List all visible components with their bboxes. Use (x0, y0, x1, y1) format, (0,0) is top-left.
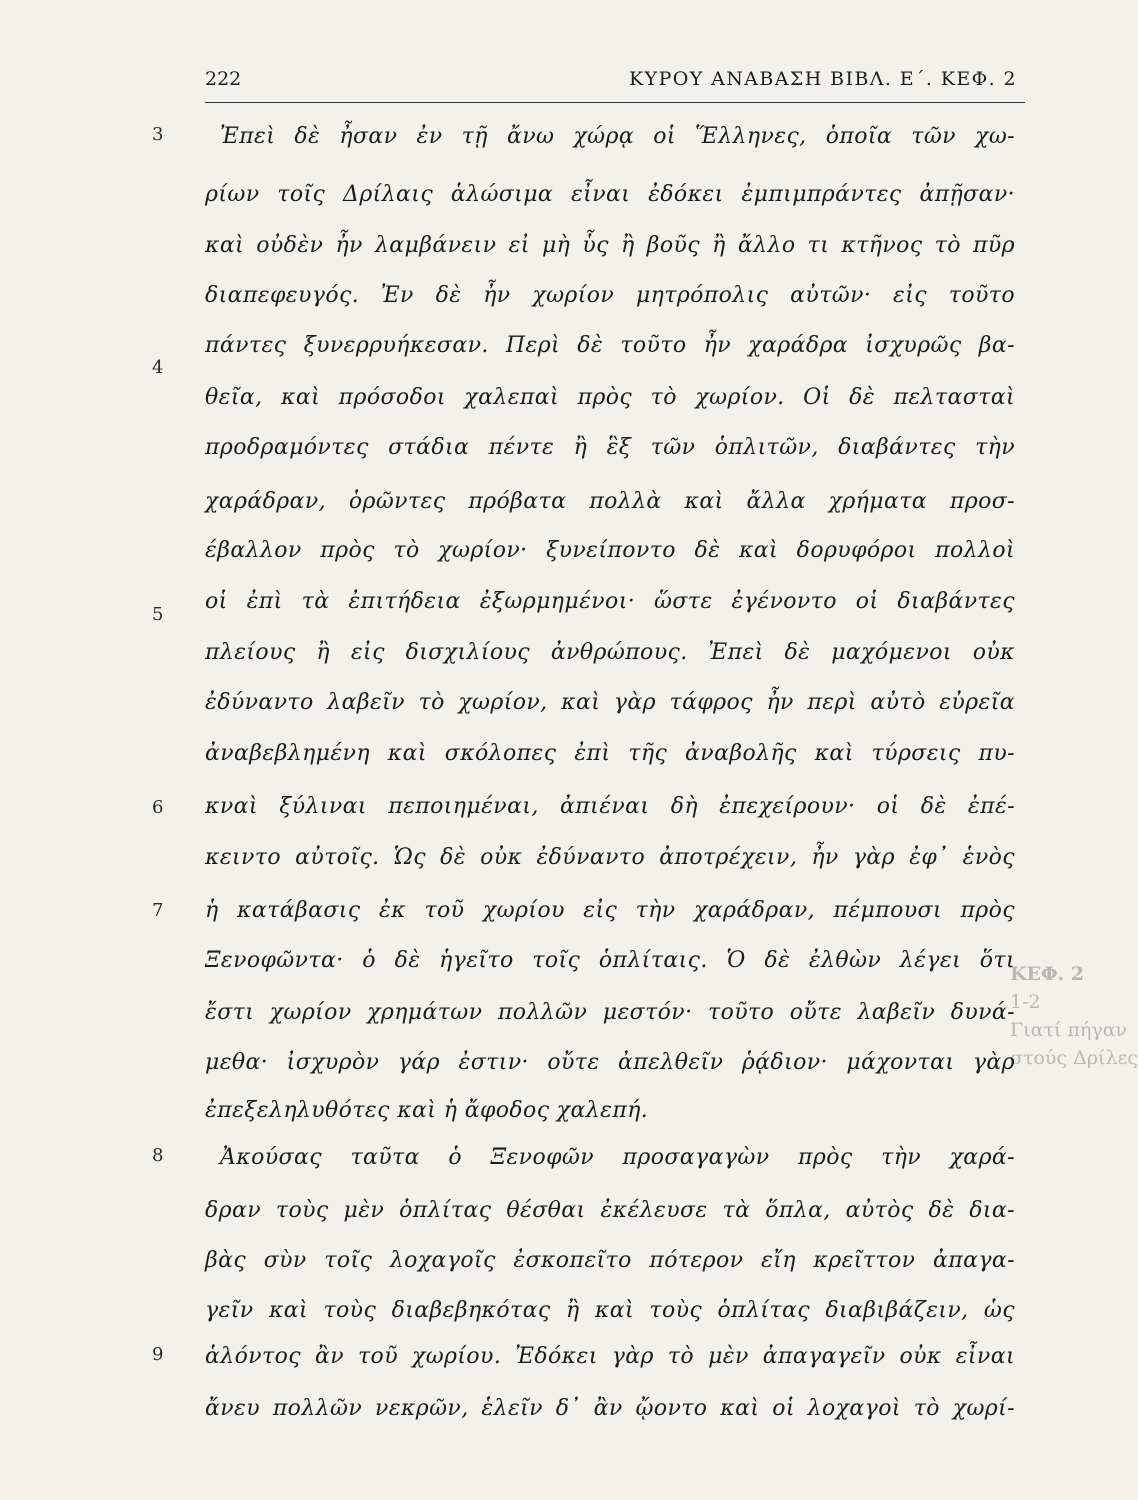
text-line: βὰς σὺν τοῖς λοχαγοῖς ἐσκοπεῖτο πότερον εἴη κρεῖττον ἀπαγα- (205, 1248, 1015, 1273)
text-line: θεῖα, καὶ πρόσοδοι χαλεπαὶ πρὸς τὸ χωρίον. Οἱ δὲ πελτασταὶ (205, 385, 1015, 410)
text-line: πλείους ἢ εἰς δισχιλίους ἀνθρώπους. Ἐπεὶ δὲ μαχόμενοι οὐκ (205, 640, 1015, 665)
text-line: κειντο αὐτοῖς. Ὡς δὲ οὐκ ἐδύναντο ἀποτρέχειν, ἦν γὰρ ἐφ᾽ ἑνὸς (205, 845, 1015, 870)
section-number: 5 (152, 604, 164, 625)
text-line: χαράδραν, ὁρῶντες πρόβατα πολλὰ καὶ ἄλλα χρήματα προσ- (205, 489, 1015, 514)
section-number: 7 (152, 900, 164, 921)
text-line: μεθα· ἰσχυρὸν γάρ ἐστιν· οὔτε ἀπελθεῖν ῥᾴδιον· μάχονται γὰρ (205, 1050, 1015, 1075)
text-line: γεῖν καὶ τοὺς διαβεβηκότας ἢ καὶ τοὺς ὁπλίτας διαβιβάζειν, ὡς (205, 1298, 1015, 1323)
page-header (205, 68, 1025, 103)
text-line: ἀναβεβλημένη καὶ σκόλοπες ἐπὶ τῆς ἀναβολῆς καὶ τύρσεις πυ- (205, 741, 1015, 766)
section-number: 6 (152, 797, 164, 818)
section-number: 9 (152, 1344, 164, 1365)
section-number: 4 (152, 357, 164, 378)
text-line: ρίων τοῖς Δρίλαις ἁλώσιμα εἶναι ἐδόκει ἐμπιμπράντες ἀπῇσαν· (205, 182, 1015, 207)
page-number: 222 (205, 68, 242, 90)
section-number: 8 (152, 1145, 164, 1166)
text-line: Ἐπεὶ δὲ ἦσαν ἐν τῇ ἄνω χώρᾳ οἱ Ἕλληνες, ὁποῖα τῶν χω- (220, 124, 1015, 149)
section-number: 3 (152, 124, 164, 145)
text-line: προδραμόντες στάδια πέντε ἢ ἓξ τῶν ὁπλιτῶν, διαβάντες τὴν (205, 435, 1015, 460)
text-line: Ξενοφῶντα· ὁ δὲ ἡγεῖτο τοῖς ὁπλίταις. Ὁ δὲ ἐλθὼν λέγει ὅτι (205, 948, 1015, 973)
text-line: ἔστι χωρίον χρημάτων πολλῶν μεστόν· τοῦτο οὔτε λαβεῖν δυνά- (205, 1000, 1015, 1025)
text-line: Ἀκούσας ταῦτα ὁ Ξενοφῶν προσαγαγὼν πρὸς τὴν χαρά- (220, 1145, 1015, 1170)
text-line: ἡ κατάβασις ἐκ τοῦ χωρίου εἰς τὴν χαράδραν, πέμπουσι πρὸς (205, 898, 1015, 923)
text-line: έβαλλον πρὸς τὸ χωρίον· ξυνείποντο δὲ καὶ δορυφόροι πολλοὶ (205, 538, 1015, 563)
text-line: ἄνευ πολλῶν νεκρῶν, ἑλεῖν δ᾽ ἂν ᾤοντο καὶ οἱ λοχαγοὶ τὸ χωρί- (205, 1396, 1015, 1421)
text-line: ἁλόντος ἂν τοῦ χωρίου. Ἐδόκει γὰρ τὸ μὲν ἀπαγαγεῖν οὐκ εἶναι (205, 1344, 1015, 1369)
text-line: διαπεφευγός. Ἐν δὲ ἦν χωρίον μητρόπολις αὐτῶν· εἰς τοῦτο (205, 283, 1015, 308)
text-line: ἐδύναντο λαβεῖν τὸ χωρίον, καὶ γὰρ τάφρος ἦν περὶ αὐτὸ εὐρεῖα (205, 690, 1015, 715)
running-title: ΚΥΡΟΥ ΑΝΑΒΑΣΗ ΒΙΒΛ. Ε΄. ΚΕΦ. 2 (629, 68, 1017, 90)
text-line: καὶ οὐδὲν ἦν λαμβάνειν εἰ μὴ ὗς ἢ βοῦς ἢ ἄλλο τι κτῆνος τὸ πῦρ (205, 233, 1015, 258)
text-line: ἐπεξεληλυθότες καὶ ἡ ἄφοδος χαλεπή. (205, 1098, 649, 1123)
text-line: οἱ ἐπὶ τὰ ἐπιτήδεια ἐξωρμημένοι· ὥστε ἐγένοντο οἱ διαβάντες (205, 589, 1015, 614)
show-through-margin: ΚΕΦ. 2 1-2 Γιατί πήγαν στούς Δρίλες (1010, 963, 1138, 1069)
text-line: πάντες ξυνερρυήκεσαν. Περὶ δὲ τοῦτο ἦν χαράδρα ἰσχυρῶς βα- (205, 333, 1015, 358)
text-line: δραν τοὺς μὲν ὁπλίτας θέσθαι ἐκέλευσε τὰ ὅπλα, αὐτὸς δὲ δια- (205, 1198, 1015, 1223)
text-line: κναὶ ξύλιναι πεποιημέναι, ἀπιέναι δὴ ἐπεχείρουν· οἱ δὲ ἐπέ- (205, 794, 1015, 819)
